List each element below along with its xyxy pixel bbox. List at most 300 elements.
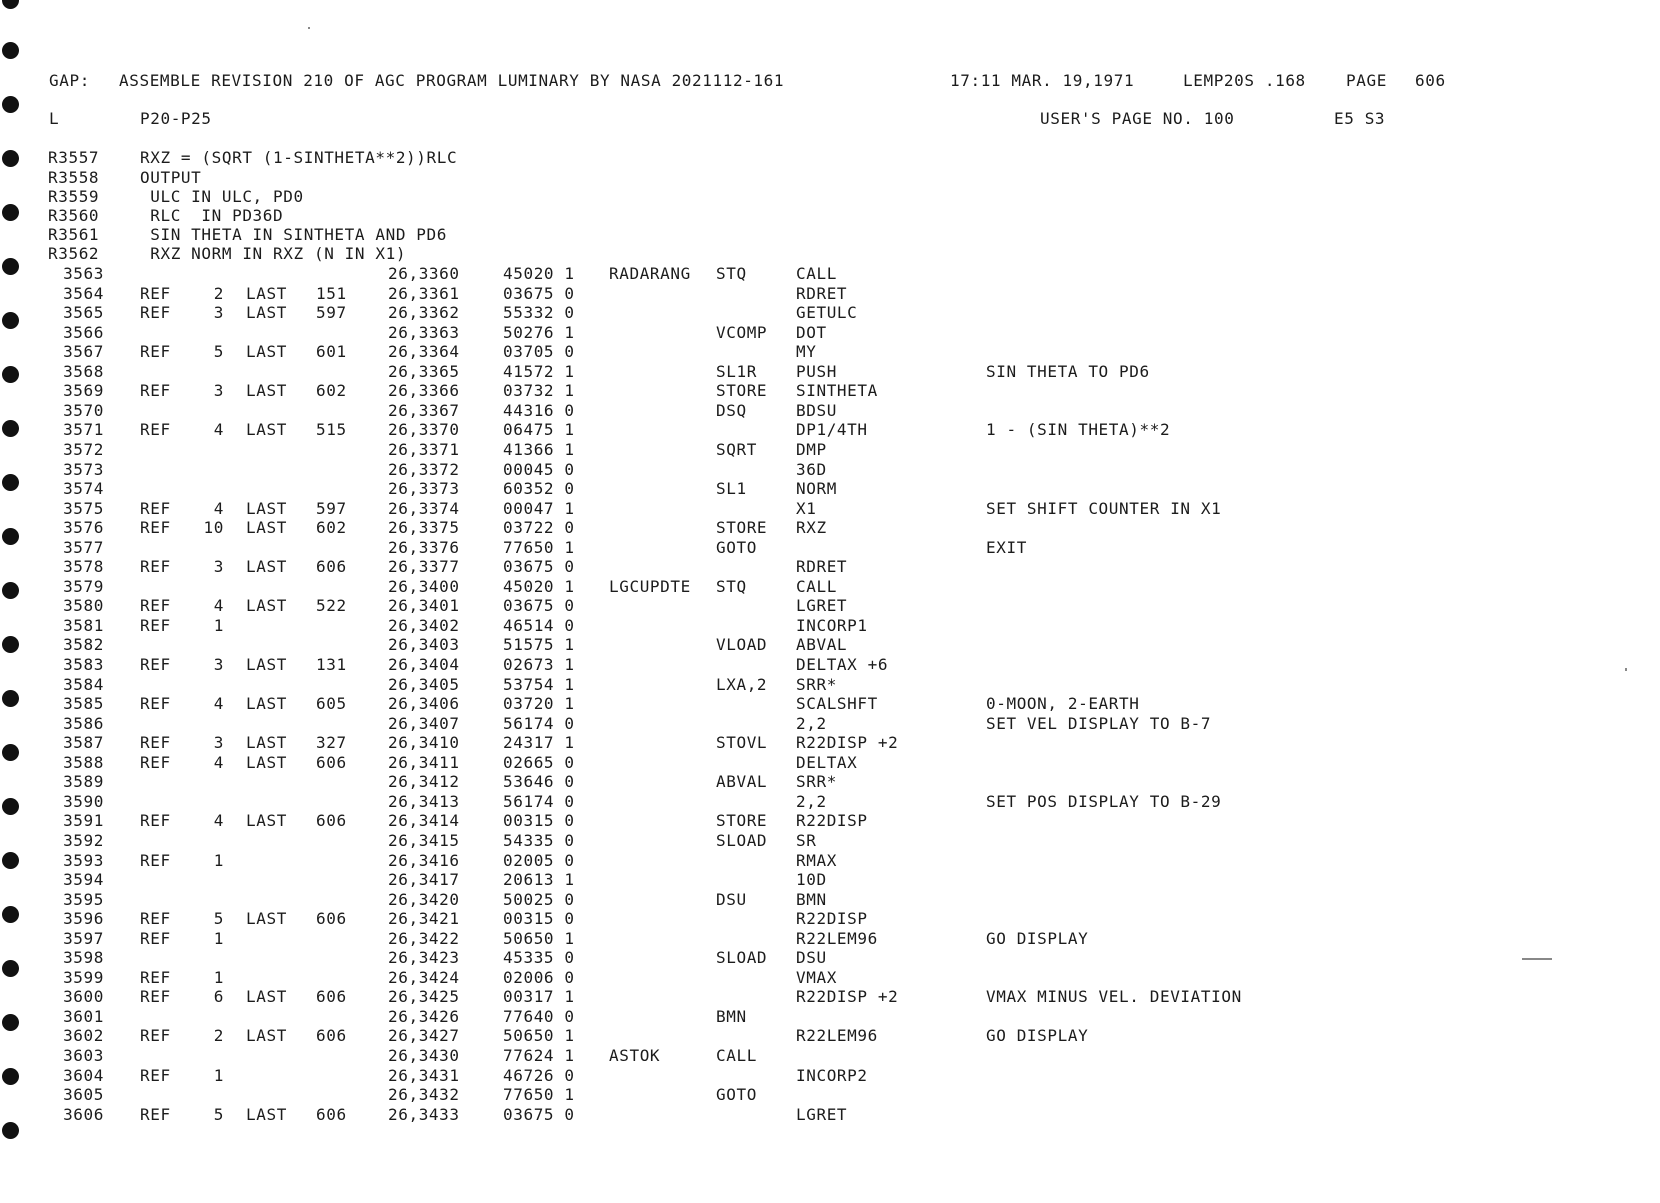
remark: SET SHIFT COUNTER IN X1 xyxy=(986,499,1222,518)
last-label: LAST xyxy=(246,342,287,361)
remark: 1 - (SIN THETA)**2 xyxy=(986,420,1171,439)
listing-row xyxy=(0,1008,1660,1028)
octal-word: 03675 0 xyxy=(503,1105,575,1124)
octal-word: 00315 0 xyxy=(503,909,575,928)
octal-word: 00045 0 xyxy=(503,460,575,479)
line-number: R3557 xyxy=(48,148,100,167)
ref-count: 4 xyxy=(213,694,224,713)
memory-address: 26,3416 xyxy=(388,851,460,870)
ref-label: REF xyxy=(140,968,171,987)
assembly-timestamp: 17:11 MAR. 19,1971 xyxy=(950,71,1135,90)
line-number: 3566 xyxy=(63,323,104,342)
comment-line xyxy=(0,245,1660,265)
comment-text: SIN THETA IN SINTHETA AND PD6 xyxy=(140,225,447,244)
octal-word: 00317 1 xyxy=(503,987,575,1006)
memory-address: 26,3403 xyxy=(388,635,460,654)
octal-word: 02665 0 xyxy=(503,753,575,772)
listing-row xyxy=(0,969,1660,989)
memory-address: 26,3421 xyxy=(388,909,460,928)
line-number: 3604 xyxy=(63,1066,104,1085)
last-label: LAST xyxy=(246,655,287,674)
ref-label: REF xyxy=(140,655,171,674)
comment-text: RLC IN PD36D xyxy=(140,206,284,225)
opcode: DSU xyxy=(716,890,747,909)
ref-label: REF xyxy=(140,596,171,615)
operand: RMAX xyxy=(796,851,837,870)
operand: BDSU xyxy=(796,401,837,420)
line-number: 3577 xyxy=(63,538,104,557)
last-page: 151 xyxy=(316,284,347,303)
last-page: 327 xyxy=(316,733,347,752)
line-number: 3597 xyxy=(63,929,104,948)
operand: SRR* xyxy=(796,772,837,791)
remark: 0-MOON, 2-EARTH xyxy=(986,694,1140,713)
operand: INCORP1 xyxy=(796,616,868,635)
line-number: 3572 xyxy=(63,440,104,459)
opcode: GOTO xyxy=(716,538,757,557)
memory-address: 26,3432 xyxy=(388,1085,460,1104)
listing-row xyxy=(0,265,1660,285)
listing-row xyxy=(0,343,1660,363)
last-label: LAST xyxy=(246,499,287,518)
line-number: 3579 xyxy=(63,577,104,596)
line-number: 3578 xyxy=(63,557,104,576)
octal-word: 77650 1 xyxy=(503,1085,575,1104)
memory-address: 26,3424 xyxy=(388,968,460,987)
line-number: 3582 xyxy=(63,635,104,654)
listing-row xyxy=(0,539,1660,559)
octal-word: 45335 0 xyxy=(503,948,575,967)
ref-count: 6 xyxy=(213,987,224,1006)
last-page: 606 xyxy=(316,753,347,772)
last-label: LAST xyxy=(246,284,287,303)
line-number: 3587 xyxy=(63,733,104,752)
listing-row xyxy=(0,636,1660,656)
octal-word: 77640 0 xyxy=(503,1007,575,1026)
operand: DMP xyxy=(796,440,827,459)
last-page: 597 xyxy=(316,303,347,322)
last-label: LAST xyxy=(246,596,287,615)
last-page: 602 xyxy=(316,381,347,400)
memory-address: 26,3417 xyxy=(388,870,460,889)
operand: 2,2 xyxy=(796,714,827,733)
listing-row xyxy=(0,676,1660,696)
last-label: LAST xyxy=(246,1105,287,1124)
memory-address: 26,3406 xyxy=(388,694,460,713)
octal-word: 50650 1 xyxy=(503,1026,575,1045)
ref-count: 1 xyxy=(213,929,224,948)
last-page: 606 xyxy=(316,811,347,830)
line-number: 3603 xyxy=(63,1046,104,1065)
memory-address: 26,3412 xyxy=(388,772,460,791)
remark: EXIT xyxy=(986,538,1027,557)
operand: PUSH xyxy=(796,362,837,381)
operand: R22DISP +2 xyxy=(796,987,899,1006)
ref-count: 3 xyxy=(213,655,224,674)
octal-word: 60352 0 xyxy=(503,479,575,498)
ref-label: REF xyxy=(140,1026,171,1045)
octal-word: 53754 1 xyxy=(503,675,575,694)
memory-address: 26,3420 xyxy=(388,890,460,909)
listing-row xyxy=(0,871,1660,891)
operand: SR xyxy=(796,831,817,850)
line-number: R3560 xyxy=(48,206,100,225)
ref-count: 1 xyxy=(213,851,224,870)
page-number: 606 xyxy=(1415,71,1446,90)
listing-row xyxy=(0,617,1660,637)
last-label: LAST xyxy=(246,557,287,576)
memory-address: 26,3413 xyxy=(388,792,460,811)
line-number: 3571 xyxy=(63,420,104,439)
ref-label: REF xyxy=(140,518,171,537)
octal-word: 45020 1 xyxy=(503,264,575,283)
line-number: R3558 xyxy=(48,168,100,187)
octal-word: 77624 1 xyxy=(503,1046,575,1065)
memory-address: 26,3433 xyxy=(388,1105,460,1124)
line-number: 3592 xyxy=(63,831,104,850)
ref-label: REF xyxy=(140,342,171,361)
octal-word: 41572 1 xyxy=(503,362,575,381)
symbol-label: ASTOK xyxy=(609,1046,661,1065)
ref-count: 1 xyxy=(213,968,224,987)
listing-row xyxy=(0,832,1660,852)
memory-address: 26,3372 xyxy=(388,460,460,479)
line-number: 3591 xyxy=(63,811,104,830)
octal-word: 56174 0 xyxy=(503,792,575,811)
octal-word: 03722 0 xyxy=(503,518,575,537)
line-number: 3599 xyxy=(63,968,104,987)
operand: RXZ xyxy=(796,518,827,537)
ref-label: REF xyxy=(140,284,171,303)
ref-label: REF xyxy=(140,381,171,400)
last-page: 131 xyxy=(316,655,347,674)
opcode: SLOAD xyxy=(716,948,768,967)
memory-address: 26,3400 xyxy=(388,577,460,596)
ref-count: 4 xyxy=(213,811,224,830)
line-number: 3573 xyxy=(63,460,104,479)
ref-label: REF xyxy=(140,909,171,928)
memory-address: 26,3427 xyxy=(388,1026,460,1045)
symbol-label: LGCUPDTE xyxy=(609,577,691,596)
operand: DOT xyxy=(796,323,827,342)
ref-count: 5 xyxy=(213,909,224,928)
operand: DSU xyxy=(796,948,827,967)
memory-address: 26,3426 xyxy=(388,1007,460,1026)
line-number: 3568 xyxy=(63,362,104,381)
line-number: 3583 xyxy=(63,655,104,674)
octal-word: 54335 0 xyxy=(503,831,575,850)
memory-address: 26,3365 xyxy=(388,362,460,381)
listing-row xyxy=(0,715,1660,735)
operand: 36D xyxy=(796,460,827,479)
line-number: 3570 xyxy=(63,401,104,420)
line-number: 3584 xyxy=(63,675,104,694)
operand: BMN xyxy=(796,890,827,909)
octal-word: 03705 0 xyxy=(503,342,575,361)
memory-address: 26,3401 xyxy=(388,596,460,615)
listing-row xyxy=(0,558,1660,578)
memory-address: 26,3407 xyxy=(388,714,460,733)
ref-label: REF xyxy=(140,499,171,518)
line-number: 3606 xyxy=(63,1105,104,1124)
memory-address: 26,3414 xyxy=(388,811,460,830)
opcode: SL1R xyxy=(716,362,757,381)
listing-row xyxy=(0,441,1660,461)
opcode: STQ xyxy=(716,577,747,596)
operand: R22DISP xyxy=(796,811,868,830)
ref-count: 5 xyxy=(213,1105,224,1124)
last-page: 522 xyxy=(316,596,347,615)
opcode: VCOMP xyxy=(716,323,768,342)
listing-row xyxy=(0,500,1660,520)
ref-count: 3 xyxy=(213,557,224,576)
line-number: 3575 xyxy=(63,499,104,518)
last-page: 601 xyxy=(316,342,347,361)
operand: NORM xyxy=(796,479,837,498)
ref-label: REF xyxy=(140,420,171,439)
last-label: LAST xyxy=(246,694,287,713)
line-number: 3588 xyxy=(63,753,104,772)
ref-label: REF xyxy=(140,1066,171,1085)
section-name: P20-P25 xyxy=(140,109,212,128)
line-number: 3601 xyxy=(63,1007,104,1026)
memory-address: 26,3411 xyxy=(388,753,460,772)
octal-word: 50276 1 xyxy=(503,323,575,342)
line-number: 3595 xyxy=(63,890,104,909)
ref-count: 2 xyxy=(213,1026,224,1045)
octal-word: 41366 1 xyxy=(503,440,575,459)
line-number: 3596 xyxy=(63,909,104,928)
line-number: 3563 xyxy=(63,264,104,283)
operand: SCALSHFT xyxy=(796,694,878,713)
octal-word: 03675 0 xyxy=(503,284,575,303)
memory-address: 26,3410 xyxy=(388,733,460,752)
remark: SET POS DISPLAY TO B-29 xyxy=(986,792,1222,811)
line-number: R3562 xyxy=(48,244,100,263)
octal-word: 02006 0 xyxy=(503,968,575,987)
operand: VMAX xyxy=(796,968,837,987)
listing-row xyxy=(0,930,1660,950)
last-page: 606 xyxy=(316,557,347,576)
octal-word: 53646 0 xyxy=(503,772,575,791)
octal-word: 51575 1 xyxy=(503,635,575,654)
line-number: 3586 xyxy=(63,714,104,733)
ref-label: REF xyxy=(140,851,171,870)
ref-count: 10 xyxy=(203,518,224,537)
octal-word: 20613 1 xyxy=(503,870,575,889)
opcode: VLOAD xyxy=(716,635,768,654)
line-number: 3593 xyxy=(63,851,104,870)
octal-word: 03732 1 xyxy=(503,381,575,400)
memory-address: 26,3402 xyxy=(388,616,460,635)
octal-word: 77650 1 xyxy=(503,538,575,557)
memory-address: 26,3423 xyxy=(388,948,460,967)
gap-label: GAP: xyxy=(49,71,90,90)
line-number: 3605 xyxy=(63,1085,104,1104)
octal-word: 55332 0 xyxy=(503,303,575,322)
operand: R22LEM96 xyxy=(796,1026,878,1045)
listing-row xyxy=(0,1027,1660,1047)
opcode: CALL xyxy=(716,1046,757,1065)
comment-line xyxy=(0,149,1660,169)
octal-word: 03675 0 xyxy=(503,557,575,576)
opcode: SL1 xyxy=(716,479,747,498)
last-label: LAST xyxy=(246,909,287,928)
opcode: DSQ xyxy=(716,401,747,420)
listing-row xyxy=(0,519,1660,539)
ref-count: 4 xyxy=(213,596,224,615)
ref-count: 5 xyxy=(213,342,224,361)
opcode: GOTO xyxy=(716,1085,757,1104)
ref-label: REF xyxy=(140,753,171,772)
listing-row xyxy=(0,324,1660,344)
operand: R22DISP xyxy=(796,909,868,928)
page-label: PAGE xyxy=(1346,71,1387,90)
octal-word: 02005 0 xyxy=(503,851,575,870)
line-number: 3581 xyxy=(63,616,104,635)
operand: DELTAX xyxy=(796,753,858,772)
operand: RDRET xyxy=(796,284,848,303)
last-page: 597 xyxy=(316,499,347,518)
remark: GO DISPLAY xyxy=(986,929,1089,948)
operand: CALL xyxy=(796,577,837,596)
listing-row xyxy=(0,597,1660,617)
listing-row xyxy=(0,461,1660,481)
listing-row xyxy=(0,1067,1660,1087)
program-name: LEMP20S .168 xyxy=(1183,71,1306,90)
listing-row xyxy=(0,793,1660,813)
comment-line xyxy=(0,188,1660,208)
sprocket-hole xyxy=(2,96,19,113)
line-number: 3600 xyxy=(63,987,104,1006)
ref-count: 4 xyxy=(213,753,224,772)
octal-word: 44316 0 xyxy=(503,401,575,420)
memory-address: 26,3370 xyxy=(388,420,460,439)
opcode: STORE xyxy=(716,811,768,830)
last-label: LAST xyxy=(246,811,287,830)
ref-label: REF xyxy=(140,557,171,576)
operand: LGRET xyxy=(796,596,848,615)
last-page: 606 xyxy=(316,987,347,1006)
memory-address: 26,3367 xyxy=(388,401,460,420)
operand: GETULC xyxy=(796,303,858,322)
remark: SIN THETA TO PD6 xyxy=(986,362,1150,381)
operand: INCORP2 xyxy=(796,1066,868,1085)
listing-row xyxy=(0,363,1660,383)
comment-line xyxy=(0,169,1660,189)
memory-address: 26,3376 xyxy=(388,538,460,557)
memory-address: 26,3430 xyxy=(388,1046,460,1065)
line-number: R3559 xyxy=(48,187,100,206)
octal-word: 00315 0 xyxy=(503,811,575,830)
octal-word: 45020 1 xyxy=(503,577,575,596)
operand: 10D xyxy=(796,870,827,889)
memory-address: 26,3373 xyxy=(388,479,460,498)
line-number: 3576 xyxy=(63,518,104,537)
line-number: R3561 xyxy=(48,225,100,244)
operand: ABVAL xyxy=(796,635,848,654)
operand: X1 xyxy=(796,499,817,518)
last-page: 606 xyxy=(316,1105,347,1124)
listing-row xyxy=(0,754,1660,774)
memory-address: 26,3415 xyxy=(388,831,460,850)
operand: DELTAX +6 xyxy=(796,655,889,674)
memory-address: 26,3431 xyxy=(388,1066,460,1085)
listing-row xyxy=(0,382,1660,402)
last-label: LAST xyxy=(246,733,287,752)
listing-row xyxy=(0,285,1660,305)
line-number: 3565 xyxy=(63,303,104,322)
octal-word: 02673 1 xyxy=(503,655,575,674)
opcode: STORE xyxy=(716,381,768,400)
sprocket-hole xyxy=(2,42,19,59)
line-number: 3564 xyxy=(63,284,104,303)
memory-address: 26,3371 xyxy=(388,440,460,459)
remark: GO DISPLAY xyxy=(986,1026,1089,1045)
line-number: 3589 xyxy=(63,772,104,791)
last-page: 606 xyxy=(316,1026,347,1045)
listing-row xyxy=(0,949,1660,969)
last-page: 515 xyxy=(316,420,347,439)
line-number: 3569 xyxy=(63,381,104,400)
memory-address: 26,3425 xyxy=(388,987,460,1006)
line-number: 3574 xyxy=(63,479,104,498)
octal-word: 46514 0 xyxy=(503,616,575,635)
assemble-title: ASSEMBLE REVISION 210 OF AGC PROGRAM LUMINARY BY NASA 2021112-161 xyxy=(119,71,785,90)
octal-word: 03720 1 xyxy=(503,694,575,713)
sheet-id: E5 S3 xyxy=(1334,109,1386,128)
ref-label: REF xyxy=(140,303,171,322)
last-label: LAST xyxy=(246,753,287,772)
last-label: LAST xyxy=(246,420,287,439)
memory-address: 26,3362 xyxy=(388,303,460,322)
last-page: 602 xyxy=(316,518,347,537)
listing-row xyxy=(0,304,1660,324)
listing-row xyxy=(0,734,1660,754)
memory-address: 26,3366 xyxy=(388,381,460,400)
sprocket-hole xyxy=(2,0,19,9)
ref-count: 1 xyxy=(213,616,224,635)
ref-label: REF xyxy=(140,616,171,635)
symbol-label: RADARANG xyxy=(609,264,691,283)
line-number: 3567 xyxy=(63,342,104,361)
memory-address: 26,3375 xyxy=(388,518,460,537)
last-label: LAST xyxy=(246,518,287,537)
memory-address: 26,3404 xyxy=(388,655,460,674)
memory-address: 26,3422 xyxy=(388,929,460,948)
last-label: LAST xyxy=(246,381,287,400)
listing-row xyxy=(0,656,1660,676)
operand: DP1/4TH xyxy=(796,420,868,439)
ref-label: REF xyxy=(140,987,171,1006)
listing-row xyxy=(0,421,1660,441)
ref-count: 3 xyxy=(213,733,224,752)
line-number: 3602 xyxy=(63,1026,104,1045)
comment-line xyxy=(0,226,1660,246)
octal-word: 03675 0 xyxy=(503,596,575,615)
comment-text: RXZ = (SQRT (1-SINTHETA**2))RLC xyxy=(140,148,458,167)
comment-line xyxy=(0,207,1660,227)
operand: RDRET xyxy=(796,557,848,576)
listing-row xyxy=(0,988,1660,1008)
listing-row xyxy=(0,578,1660,598)
listing-row xyxy=(0,910,1660,930)
memory-address: 26,3363 xyxy=(388,323,460,342)
operand: SINTHETA xyxy=(796,381,878,400)
memory-address: 26,3364 xyxy=(388,342,460,361)
listing-row xyxy=(0,1106,1660,1126)
listing-row xyxy=(0,402,1660,422)
